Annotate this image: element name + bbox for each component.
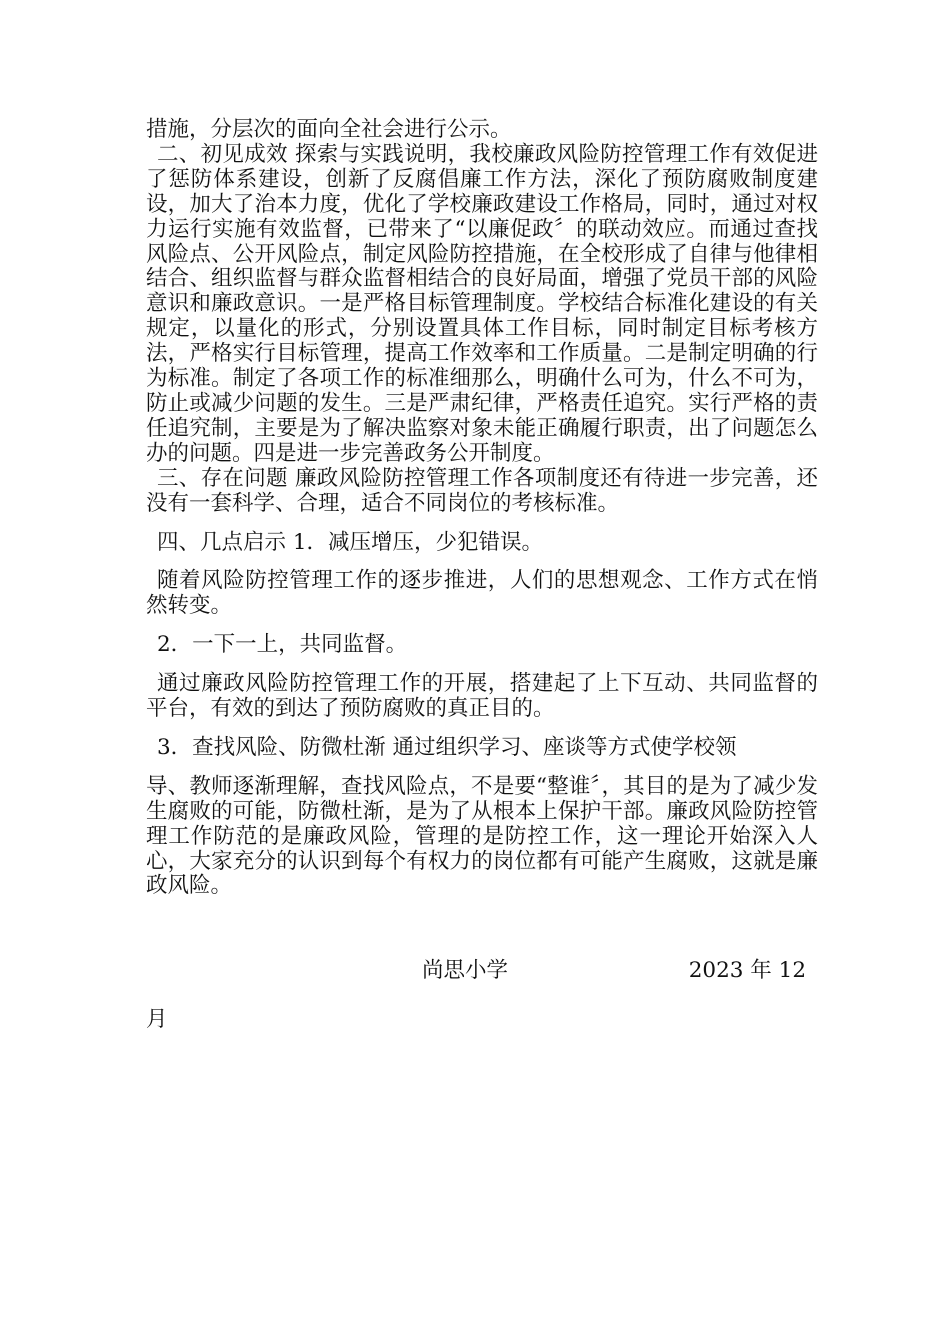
- paragraph-insight-one-body: 随着风险防控管理工作的逐步推进，人们的思想观念、工作方式在悄然转变。: [146, 568, 818, 619]
- paragraph-intro-tail: 措施，分层次的面向全社会进行公示。: [146, 117, 512, 142]
- document-body: [146, 118, 818, 899]
- signature-line: [146, 958, 806, 984]
- paragraph-insight-three: 3．查找风险、防微杜渐 通过组织学习、座谈等方式使学校领: [157, 734, 737, 760]
- paragraph-insight-three-body: 导、教师逐渐理解，查找风险点，不是要“整谁〞，其目的是为了减少发生腐败的可能，防微杜渐，是为了从根本上保护干部。廉政风险防控管理工作防范的是廉政风险，管理的是防控工作，这一理论开始深入人心，大家充分的认识到每个有权力的岗位都有可能产生腐败，这就是廉政风险。: [146, 773, 818, 899]
- paragraph-insight-two: 2．一下一上，共同监督。: [157, 632, 408, 658]
- paragraph-section-two: 二、初见成效 探索与实践说明，我校廉政风险防控管理工作有效促进了惩防体系建设，创新了反腐倡廉工作方法，深化了预防腐败制度建设，加大了治本力度，优化了学校廉政建设工作格局，同时，通过对权力运行实施有效监督，已带来了“以廉促政〞的联动效应。而通过查找风险点、公开风险点，制定风险防控措施，在全校形成了自律与他律相结合、组织监督与群众监督相结合的良好局面，增强了党员干部的风险意识和廉政意识。一是严格目标管理制度。学校结合标准化建设的有关规定，以量化的形式，分别设置具体工作目标，同时制定目标考核方法，严格实行目标管理，提高工作效率和工作质量。二是制定明确的行为标准。制定了各项工作的标准细那么，明确什么可为，什么不可为，防止或减少问题的发生。三是严肃纪律，严格责任追究。实行严格的责任追究制，主要是为了解决监察对象未能正确履行职责，出了问题怎么办的问题。四是进一步完善政务公开制度。: [146, 141, 818, 466]
- paragraph-section-three: 三、存在问题 廉政风险防控管理工作各项制度还有待进一步完善，还没有一套科学、合理，适合不同岗位的考核标准。: [146, 465, 818, 516]
- school-name: 尚思小学: [422, 958, 509, 983]
- paragraph-section-four: 四、几点启示 1．减压增压，少犯错误。: [157, 529, 544, 555]
- signature-date-tail: 月: [146, 1007, 168, 1032]
- signature-date: 2023 年 12: [688, 958, 806, 983]
- paragraph-insight-two-body: 通过廉政风险防控管理工作的开展，搭建起了上下互动、共同监督的平台，有效的到达了预防腐败的真正目的。: [146, 671, 818, 722]
